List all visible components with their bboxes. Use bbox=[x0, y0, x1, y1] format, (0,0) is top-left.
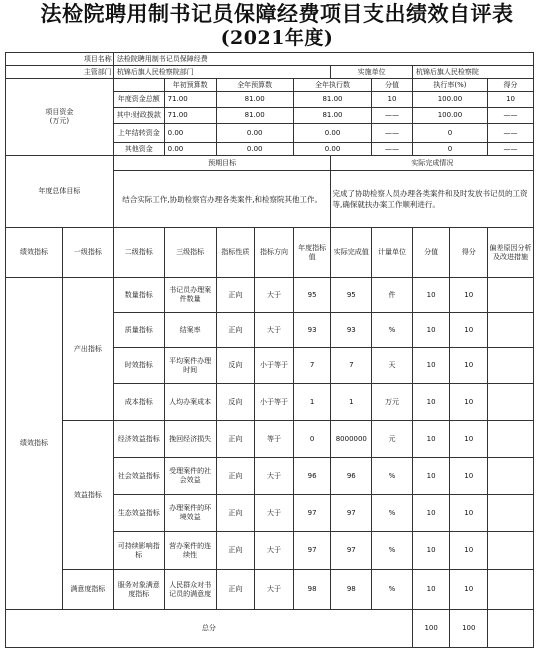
funds-executed: 0.00 bbox=[293, 143, 371, 156]
evaluation-table bbox=[5, 52, 534, 648]
expected-goal-header: 预期目标 bbox=[113, 156, 331, 171]
indicator-score: 10 bbox=[450, 348, 488, 384]
indicator-direction: 小于等于 bbox=[255, 384, 294, 421]
funds-initial: 0.00 bbox=[164, 143, 216, 156]
indicator-nature: 正向 bbox=[216, 532, 255, 570]
indicator-unit: 元 bbox=[372, 421, 413, 458]
funds-score-value: —— bbox=[372, 108, 413, 124]
total-deviation bbox=[488, 610, 534, 648]
indicator-deviation bbox=[488, 532, 534, 570]
funds-score: —— bbox=[488, 143, 534, 156]
indicator-deviation bbox=[488, 421, 534, 458]
funds-score-value: —— bbox=[372, 143, 413, 156]
funds-executed: 81.00 bbox=[293, 108, 371, 124]
indicator-direction: 大于 bbox=[255, 313, 294, 348]
project-name-label: 项目名称 bbox=[6, 53, 114, 66]
indicator-score: 10 bbox=[450, 278, 488, 313]
indicator-score: 10 bbox=[450, 313, 488, 348]
funds-initial: 0.00 bbox=[164, 124, 216, 143]
output-indicator-label: 产出指标 bbox=[62, 278, 113, 421]
indicator-actual: 7 bbox=[331, 348, 372, 384]
funds-score-value: —— bbox=[372, 124, 413, 143]
indicator-header: 绩效指标 bbox=[6, 228, 63, 278]
indicator-unit: % bbox=[372, 313, 413, 348]
indicator-header: 年度指标值 bbox=[293, 228, 331, 278]
indicator-nature: 正向 bbox=[216, 278, 255, 313]
indicator-weight: 10 bbox=[412, 570, 450, 610]
indicator-direction: 大于 bbox=[255, 495, 294, 532]
indicator-direction: 大于 bbox=[255, 278, 294, 313]
funds-annual: 81.00 bbox=[216, 108, 293, 124]
total-score: 100 bbox=[450, 610, 488, 648]
indicator-weight: 10 bbox=[412, 384, 450, 421]
indicator-actual: 95 bbox=[331, 278, 372, 313]
project-name-row bbox=[6, 53, 534, 66]
funds-header-row bbox=[6, 79, 534, 92]
funds-annual: 0.00 bbox=[216, 124, 293, 143]
level3-indicator: 挽回经济损失 bbox=[164, 421, 216, 458]
level2-indicator: 生态效益指标 bbox=[113, 495, 164, 532]
indicator-unit: 万元 bbox=[372, 384, 413, 421]
indicator-deviation bbox=[488, 495, 534, 532]
title-line-1: 法检院聘用制书记员保障经费项目支出绩效自评表 bbox=[40, 1, 514, 26]
indicator-score: 10 bbox=[450, 570, 488, 610]
indicator-score: 10 bbox=[450, 458, 488, 495]
funds-score: —— bbox=[488, 108, 534, 124]
funds-rate: 0 bbox=[412, 143, 487, 156]
indicator-target: 96 bbox=[293, 458, 331, 495]
indicator-direction: 大于 bbox=[255, 532, 294, 570]
total-weight: 100 bbox=[412, 610, 450, 648]
indicator-direction: 大于 bbox=[255, 570, 294, 610]
indicator-score: 10 bbox=[450, 495, 488, 532]
indicator-row bbox=[6, 421, 534, 458]
indicator-target: 93 bbox=[293, 313, 331, 348]
indicator-weight: 10 bbox=[412, 458, 450, 495]
actual-result-header: 实际完成情况 bbox=[331, 156, 534, 171]
indicator-direction: 等于 bbox=[255, 421, 294, 458]
funds-row-name: 年度资金总额 bbox=[113, 92, 164, 108]
indicator-unit: % bbox=[372, 532, 413, 570]
indicator-header: 实际完成值 bbox=[331, 228, 372, 278]
funds-row-name: 上年结转资金 bbox=[113, 124, 164, 143]
indicator-target: 0 bbox=[293, 421, 331, 458]
funds-rate: 100.00 bbox=[412, 92, 487, 108]
funds-annual: 81.00 bbox=[216, 92, 293, 108]
indicator-unit: 天 bbox=[372, 348, 413, 384]
indicator-deviation bbox=[488, 313, 534, 348]
funds-header: 年初预算数 bbox=[164, 79, 216, 92]
total-row bbox=[6, 610, 534, 648]
indicator-header: 二级指标 bbox=[113, 228, 164, 278]
department-row bbox=[6, 66, 534, 79]
indicator-target: 7 bbox=[293, 348, 331, 384]
indicator-actual: 98 bbox=[331, 570, 372, 610]
level3-indicator: 人民群众对书记员的满意度 bbox=[164, 570, 216, 610]
indicator-group-label: 绩效指标 bbox=[6, 278, 63, 610]
level3-indicator: 办理案件的环境效益 bbox=[164, 495, 216, 532]
level3-indicator: 人均办案成本 bbox=[164, 384, 216, 421]
funds-header: 执行率(%) bbox=[412, 79, 487, 92]
level3-indicator: 受理案件的社会效益 bbox=[164, 458, 216, 495]
indicator-header: 三级指标 bbox=[164, 228, 216, 278]
indicator-nature: 正向 bbox=[216, 495, 255, 532]
indicator-deviation bbox=[488, 384, 534, 421]
indicator-header: 一级指标 bbox=[62, 228, 113, 278]
level3-indicator: 结案率 bbox=[164, 313, 216, 348]
level2-indicator: 质量指标 bbox=[113, 313, 164, 348]
level2-indicator: 服务对象满意度指标 bbox=[113, 570, 164, 610]
level2-indicator: 成本指标 bbox=[113, 384, 164, 421]
indicator-header: 偏差原因分析及改进措施 bbox=[488, 228, 534, 278]
funds-rate: 0 bbox=[412, 124, 487, 143]
indicator-actual: 97 bbox=[331, 532, 372, 570]
funds-executed: 81.00 bbox=[293, 92, 371, 108]
indicator-nature: 反向 bbox=[216, 348, 255, 384]
indicator-deviation bbox=[488, 458, 534, 495]
level2-indicator: 数量指标 bbox=[113, 278, 164, 313]
indicator-weight: 10 bbox=[412, 495, 450, 532]
indicator-header-row bbox=[6, 228, 534, 278]
indicator-header: 得分 bbox=[450, 228, 488, 278]
indicator-header: 指标方向 bbox=[255, 228, 294, 278]
title-line-2: (2021年度) bbox=[220, 27, 334, 49]
goals-label: 年度总体目标 bbox=[6, 156, 114, 228]
indicator-score: 10 bbox=[450, 421, 488, 458]
indicator-header: 指标性质 bbox=[216, 228, 255, 278]
indicator-nature: 正向 bbox=[216, 421, 255, 458]
indicator-target: 97 bbox=[293, 532, 331, 570]
funds-executed: 0.00 bbox=[293, 124, 371, 143]
funds-header: 全年预算数 bbox=[216, 79, 293, 92]
benefit-indicator-label: 效益指标 bbox=[62, 421, 113, 570]
unit-label: 实施单位 bbox=[331, 66, 412, 79]
indicator-row bbox=[6, 570, 534, 610]
expected-goal-text: 结合实际工作,协助检察官办理各类案件,和检察院其他工作。 bbox=[113, 171, 331, 228]
indicator-unit: % bbox=[372, 495, 413, 532]
funds-header: 得分 bbox=[488, 79, 534, 92]
goals-header-row bbox=[6, 156, 534, 171]
level2-indicator: 社会效益指标 bbox=[113, 458, 164, 495]
level2-indicator: 时效指标 bbox=[113, 348, 164, 384]
indicator-weight: 10 bbox=[412, 421, 450, 458]
funds-initial: 71.00 bbox=[164, 108, 216, 124]
funds-label: 项目资金 (万元) bbox=[6, 79, 114, 156]
satisfaction-indicator-label: 满意度指标 bbox=[62, 570, 113, 610]
indicator-unit: % bbox=[372, 570, 413, 610]
indicator-actual: 8000000 bbox=[331, 421, 372, 458]
funds-annual: 0.00 bbox=[216, 143, 293, 156]
indicator-unit: % bbox=[372, 458, 413, 495]
indicator-row bbox=[6, 278, 534, 313]
funds-blank-header bbox=[113, 79, 164, 92]
indicator-nature: 正向 bbox=[216, 313, 255, 348]
funds-row-name: 其他资金 bbox=[113, 143, 164, 156]
indicator-deviation bbox=[488, 278, 534, 313]
indicator-actual: 96 bbox=[331, 458, 372, 495]
indicator-actual: 93 bbox=[331, 313, 372, 348]
funds-header: 全年执行数 bbox=[293, 79, 371, 92]
unit-value: 杭锦后旗人民检察院 bbox=[412, 66, 533, 79]
indicator-nature: 正向 bbox=[216, 570, 255, 610]
actual-result-text: 完成了协助检察人员办理各类案件和及时发放书记员的工资等,确保就扶办案工作顺利进行。 bbox=[331, 171, 534, 228]
indicator-nature: 反向 bbox=[216, 384, 255, 421]
funds-header: 分值 bbox=[372, 79, 413, 92]
funds-score: —— bbox=[488, 124, 534, 143]
indicator-target: 95 bbox=[293, 278, 331, 313]
indicator-nature: 正向 bbox=[216, 458, 255, 495]
level3-indicator: 营办案件的连续性 bbox=[164, 532, 216, 570]
sheet-title bbox=[0, 2, 554, 50]
indicator-weight: 10 bbox=[412, 348, 450, 384]
indicator-direction: 大于 bbox=[255, 458, 294, 495]
indicator-direction: 小于等于 bbox=[255, 348, 294, 384]
dept-value: 杭锦后旗人民检察院部门 bbox=[113, 66, 331, 79]
indicator-header: 计量单位 bbox=[372, 228, 413, 278]
funds-initial: 71.00 bbox=[164, 92, 216, 108]
level2-indicator: 经济效益指标 bbox=[113, 421, 164, 458]
indicator-deviation bbox=[488, 348, 534, 384]
funds-score-value: 10 bbox=[372, 92, 413, 108]
funds-score: 10 bbox=[488, 92, 534, 108]
indicator-deviation bbox=[488, 570, 534, 610]
level3-indicator: 书记员办理案件数量 bbox=[164, 278, 216, 313]
indicator-actual: 1 bbox=[331, 384, 372, 421]
dept-label: 主管部门 bbox=[6, 66, 114, 79]
level2-indicator: 可持续影响指标 bbox=[113, 532, 164, 570]
indicator-header: 分值 bbox=[412, 228, 450, 278]
indicator-target: 98 bbox=[293, 570, 331, 610]
indicator-score: 10 bbox=[450, 532, 488, 570]
funds-row-name: 其中:财政拨款 bbox=[113, 108, 164, 124]
indicator-target: 97 bbox=[293, 495, 331, 532]
indicator-score: 10 bbox=[450, 384, 488, 421]
indicator-weight: 10 bbox=[412, 278, 450, 313]
indicator-target: 1 bbox=[293, 384, 331, 421]
indicator-actual: 97 bbox=[331, 495, 372, 532]
project-name-value: 法检院聘用制书记员保障经费 bbox=[113, 53, 533, 66]
level3-indicator: 平均案件办理时间 bbox=[164, 348, 216, 384]
indicator-weight: 10 bbox=[412, 313, 450, 348]
indicator-weight: 10 bbox=[412, 532, 450, 570]
total-label: 总分 bbox=[6, 610, 413, 648]
funds-rate: 100.00 bbox=[412, 108, 487, 124]
indicator-unit: 件 bbox=[372, 278, 413, 313]
